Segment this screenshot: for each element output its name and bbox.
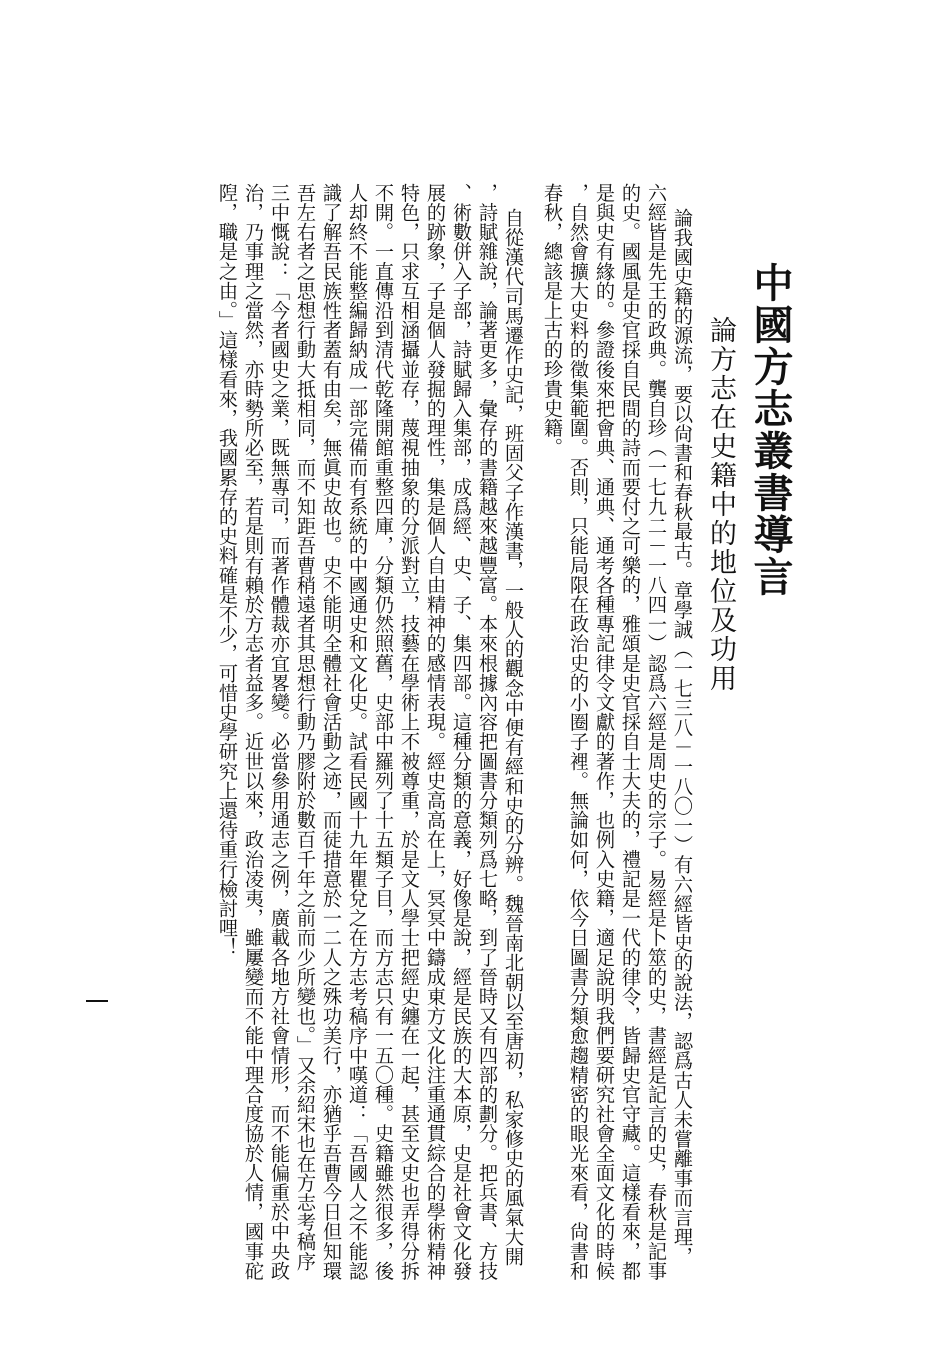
text-column-14: 識了解吾民族性者蓋有由矣，無眞史故也。史不能明全體社會活動之迹，而徒措意於一二人之殊功美行，亦猶乎吾曹今日但知環 — [320, 183, 343, 1281]
text-column-18: 隉，職是之由。」這樣看來，我國累存的史料確是不少，可惜史學研究上還待重行檢討哩！ — [216, 183, 239, 958]
text-column-15: 吾左右者之思想行動大抵相同，而不知距吾曹稍遠者其思想行動乃膠附於數百千年之前而少所變也。」又余紹宋也在方志考稿序 — [294, 183, 317, 1271]
text-column-3: 的史。國風是史官採自民間的詩而要付之可樂的，雅頌是史官採自士大夫的，禮記是一代的律令，皆歸史官守藏。這樣看來，都 — [619, 183, 642, 1281]
text-column-16: 三中慨說：「今者國史之業，既無專司，而著作體裁亦宜畧變。必當參用通志之例，廣載各地方社會情形，而不能偏重於中央政 — [268, 183, 291, 1281]
text-column-12: 不開。一直傳沿到清代乾隆開館重整四庫，分類仍然照舊，史部中羅列了十五類子目，而方志只有一五〇種。史籍雖然很多，後 — [372, 183, 395, 1281]
text-column-11: 特色，只求互相涵攝並存，蔑視抽象的分派對立，技藝在學術上不被尊重，於是文人學士把經史纏在一起，甚至文史也弄得分拆 — [398, 183, 421, 1281]
text-column-2: 六經皆是先王的政典。龔自珍（一七九二－一八四一）認爲六經是周史的宗子。易經是卜筮的史，書經是記言的史，春秋是記事 — [645, 183, 668, 1281]
text-column-17: 治，乃事理之當然，亦時勢所必至，若是則有賴於方志者益多。近世以來，政治凌夷，雖屢變而不能中理合度協於人情，國事砣 — [242, 183, 265, 1281]
page-number — [86, 1000, 108, 1002]
page-subtitle: 論方志在史籍中的地位及功用 — [705, 316, 736, 693]
text-column-7: 自從漢代司馬遷作史記，班固父子作漢書，一般人的觀念中便有經和史的分辨。魏晉南北朝以至唐初，私家修史的風氣大開 — [502, 208, 525, 1267]
text-column-1: 論我國史籍的源流，要以尙書和春秋最古。章學誠（一七三八－一八〇一）有六經皆史的說法，認爲古人未嘗離事而言理， — [671, 208, 694, 1267]
text-column-5: ，自然會擴大史料的徵集範圍。否則，只能局限在政治史的小圈子裡。無論如何，依今日圖書分類愈趨精密的眼光來看，尙書和 — [567, 183, 590, 1281]
text-column-6: 春秋，總該是上古的珍貴史籍。 — [541, 183, 564, 458]
text-column-9: 、術數併入子部，詩賦歸入集部，成爲經、史、子、集四部。這種分類的意義，好像是說，經是民族的大本原，史是社會文化發 — [450, 183, 473, 1281]
text-column-13: 人却終不能整編歸納成一部完備而有系統的中國通史和文化史。試看民國十九年瞿兌之在方志考稿序中嘆道：「吾國人之不能認 — [346, 183, 369, 1281]
text-column-8: ，詩賦雜說，論著更多，彙存的書籍越來越豐富。本來根據內容把圖書分類列爲七略，到了晉時又有四部的劃分。把兵書、方技 — [476, 183, 499, 1281]
page-title: 中國方志叢書導言 — [747, 262, 793, 598]
text-column-10: 展的跡象，子是個人發掘的理性，集是個人自由精神的感情表現。經史高高在上，冥冥中鑄成東方文化注重通貫綜合的學術精神 — [424, 183, 447, 1281]
text-column-4: 是與史有緣的。參證後來把會典、通典、通考各種專記律令文獻的著作，也例入史籍，適足說明我們要研究社會全面文化的時候 — [593, 183, 616, 1281]
